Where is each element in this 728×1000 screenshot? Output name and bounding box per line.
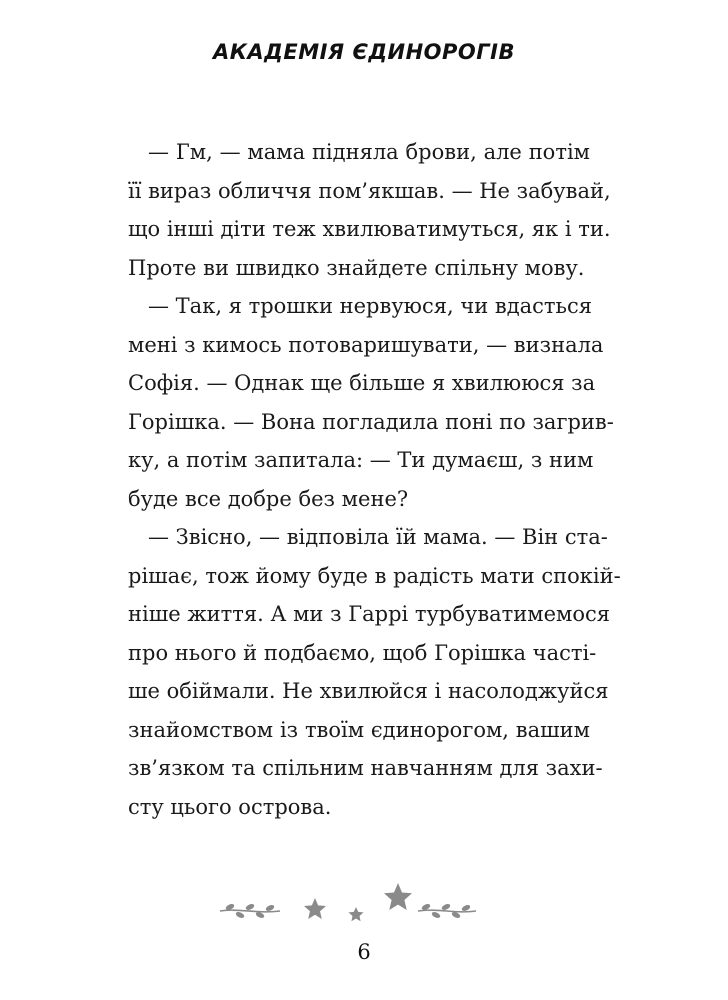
- left-vine-icon: [220, 903, 280, 918]
- text-line: про нього й подбаємо, щоб Горішка часті-: [128, 640, 597, 665]
- text-line: рішає, тож йому буде в радість мати спокій-: [128, 563, 621, 588]
- text-line: сту цього острова.: [128, 794, 332, 819]
- text-line: зв’язком та спільним навчанням для захи-: [128, 756, 603, 780]
- star-icon: [304, 898, 326, 919]
- text-line: Проте ви швидко знайдете спільну мову.: [128, 255, 585, 280]
- text-line: мені з кимось потоваришувати, — визнала: [128, 332, 604, 357]
- text-line: знайомством із твоїм єдинорогом, вашим: [128, 717, 590, 742]
- text-line: — Гм, — мама підняла брови, але потім: [148, 140, 590, 164]
- text-line: буде все добре без мене?: [128, 486, 409, 511]
- star-icon: [384, 883, 412, 910]
- text-line: Софія. — Однак ще більше я хвилююся за: [128, 371, 596, 395]
- text-line: ше обіймали. Не хвилюйся і насолоджуйся: [128, 679, 609, 703]
- body-text: [128, 133, 621, 826]
- page-number: 6: [357, 940, 371, 964]
- text-line: ку, а потім запитала: — Ти думаєш, з ним: [128, 448, 594, 472]
- right-vine-icon: [418, 903, 476, 918]
- section-divider-ornament: [218, 878, 478, 928]
- star-icon: [349, 907, 364, 921]
- text-line: її вираз обличчя пом’якшав. — Не забувай,: [128, 178, 611, 203]
- text-line: що інші діти теж хвилюватимуться, як і ти.: [128, 217, 611, 241]
- text-line: ніше життя. А ми з Гаррі турбуватимемося: [128, 602, 611, 626]
- text-line: Горішка. — Вона погладила поні по загрив-: [128, 409, 614, 434]
- running-title: АКАДЕМІЯ ЄДИНОРОГІВ: [213, 40, 515, 64]
- text-line: — Так, я трошки нервуюся, чи вдасться: [148, 294, 592, 318]
- text-line: — Звісно, — відповіла їй мама. — Він ста-: [148, 525, 608, 549]
